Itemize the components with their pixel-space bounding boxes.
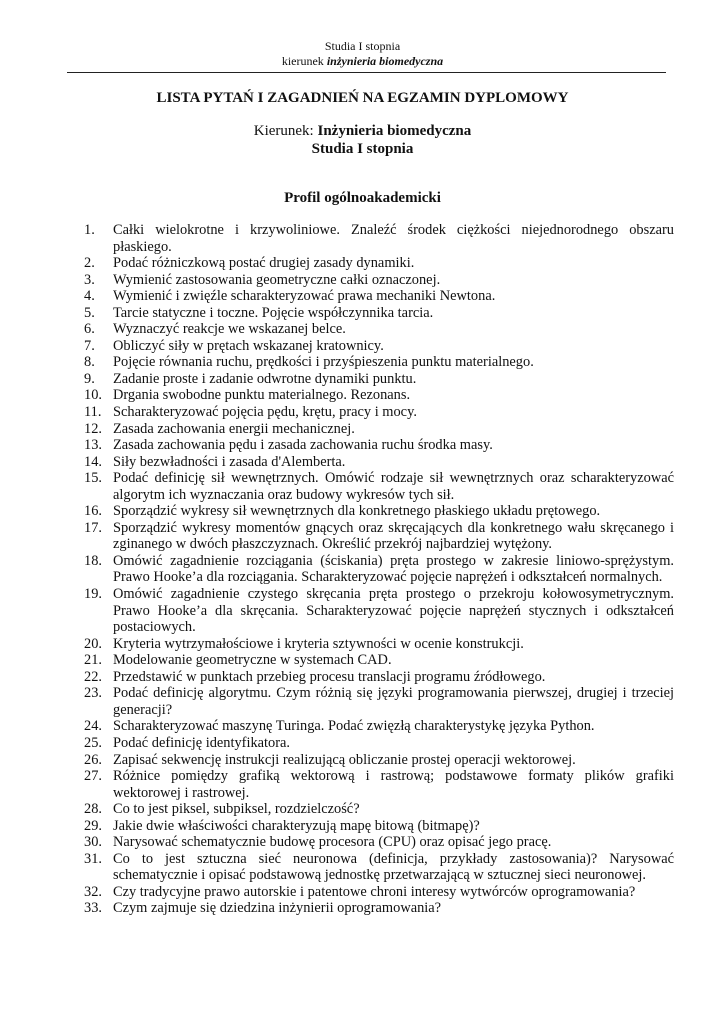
question-item: [84, 255, 674, 272]
question-number: 2.: [84, 255, 95, 272]
document-title: LISTA PYTAŃ I ZAGADNIEŃ NA EGZAMIN DYPLOMOWY: [156, 90, 569, 106]
question-text: Obliczyć siły w prętach wskazanej kratownicy.: [113, 337, 384, 354]
question-text: Scharakteryzować maszynę Turinga. Podać zwięzłą charakterystykę języka Python.: [113, 718, 595, 735]
question-text: Kryteria wytrzymałościowe i kryteria sztywności w ocenie konstrukcji.: [113, 635, 524, 652]
question-list: [84, 222, 674, 917]
question-number: 25.: [84, 734, 102, 751]
question-text: Modelowanie geometryczne w systemach CAD.: [113, 652, 392, 669]
question-number: 15.: [84, 470, 102, 487]
question-number: 18.: [84, 552, 102, 569]
question-item: [84, 338, 674, 355]
question-item: [84, 288, 674, 305]
question-item: [84, 272, 674, 289]
question-item: [84, 768, 674, 801]
question-number: 19.: [84, 586, 102, 603]
question-item: [84, 884, 674, 901]
question-number: 26.: [84, 751, 102, 768]
question-number: 24.: [84, 718, 102, 735]
question-number: 13.: [84, 437, 102, 454]
study-profile: Profil ogólnoakademicki: [284, 190, 441, 206]
header-field-name: inżynieria biomedyczna: [326, 54, 444, 68]
question-number: 21.: [84, 652, 102, 669]
question-number: 20.: [84, 635, 102, 652]
question-text: Podać definicję algorytmu. Czym różnią się języki programowania pierwszej, drugiej i trzeciej generacji?: [113, 685, 674, 718]
question-number: 10.: [84, 387, 102, 404]
question-number: 7.: [84, 337, 95, 354]
question-number: 1.: [84, 222, 95, 238]
question-text: Jakie dwie właściwości charakteryzują mapę bitową (bitmapę)?: [113, 817, 480, 834]
question-item: [84, 421, 674, 438]
question-text: Co to jest sztuczna sieć neuronowa (definicja, przykłady zastosowania)? Narysować schematycznie i opisać podstawową jednostkę przetwarzającą w sztucznej sieci neuronowej.: [113, 850, 674, 884]
question-number: 11.: [84, 404, 102, 421]
field-of-study: [60, 122, 665, 140]
question-item: [84, 801, 674, 818]
question-text: Zasada zachowania energii mechanicznej.: [113, 420, 355, 437]
question-item: [84, 900, 674, 917]
question-text: Zapisać sekwencję instrukcji realizującą obliczanie prostej operacji wektorowej.: [113, 751, 576, 768]
question-item: [84, 553, 674, 586]
question-number: 12.: [84, 420, 102, 437]
question-number: 6.: [84, 321, 95, 338]
header-divider: [67, 72, 666, 73]
question-item: [84, 503, 674, 520]
question-text: Co to jest piksel, subpiksel, rozdzielczość?: [113, 801, 360, 818]
question-number: 31.: [84, 850, 102, 867]
question-number: 23.: [84, 685, 102, 702]
question-item: [84, 470, 674, 503]
question-number: 4.: [84, 288, 95, 305]
question-item: [84, 321, 674, 338]
question-number: 29.: [84, 817, 102, 834]
question-text: Podać definicję identyfikatora.: [113, 734, 291, 751]
question-text: Czym zajmuje się dziedzina inżynierii oprogramowania?: [113, 900, 442, 917]
question-item: [84, 652, 674, 669]
question-item: [84, 669, 674, 686]
question-text: Sporządzić wykresy momentów gnących oraz skręcających dla konkretnego wału skręcanego i zginanego w dwóch płaszczyznach. Określić przekrój najbardziej wytężony.: [113, 519, 674, 553]
question-item: [84, 735, 674, 752]
question-text: Drgania swobodne punktu materialnego. Rezonans.: [113, 387, 411, 404]
question-item: [84, 685, 674, 718]
question-item: [84, 586, 674, 636]
question-number: 16.: [84, 503, 102, 520]
question-item: [84, 520, 674, 553]
question-text: Sporządzić wykresy sił wewnętrznych dla konkretnego płaskiego układu prętowego.: [113, 503, 601, 520]
study-level: Studia I stopnia: [311, 141, 414, 157]
question-item: [84, 454, 674, 471]
question-item: [84, 437, 674, 454]
question-item: [84, 305, 674, 322]
question-text: Zadanie proste i zadanie odwrotne dynamiki punktu.: [113, 370, 417, 387]
question-number: 28.: [84, 801, 102, 818]
question-item: [84, 834, 674, 851]
question-text: Zasada zachowania pędu i zasada zachowania ruchu środka masy.: [113, 437, 493, 454]
field-of-study-label: Kierunek:: [253, 123, 318, 139]
header-line-field: [60, 54, 665, 69]
question-text: Czy tradycyjne prawo autorskie i patentowe chroni interesy wytwórców oprogramowania?: [113, 883, 636, 900]
question-item: [84, 354, 674, 371]
question-text: Pojęcie równania ruchu, prędkości i przyśpieszenia punktu materialnego.: [113, 354, 534, 371]
question-number: 9.: [84, 370, 95, 387]
question-number: 32.: [84, 883, 102, 900]
running-header: [60, 39, 665, 69]
question-item: [84, 718, 674, 735]
header-field-prefix: kierunek: [281, 54, 327, 68]
question-text: Scharakteryzować pojęcia pędu, krętu, pracy i mocy.: [113, 404, 417, 421]
question-number: 5.: [84, 304, 95, 321]
question-text: Siły bezwładności i zasada d'Alemberta.: [113, 453, 346, 470]
question-text: Całki wielokrotne i krzywoliniowe. Znaleźć środek ciężkości niejednorodnego obszaru płaskiego.: [113, 222, 674, 255]
question-number: 30.: [84, 834, 102, 851]
question-item: [84, 851, 674, 884]
question-item: [84, 636, 674, 653]
question-item: [84, 387, 674, 404]
question-text: Wymienić i zwięźle scharakteryzować prawa mechaniki Newtona.: [113, 288, 496, 305]
question-item: [84, 222, 674, 255]
question-number: 22.: [84, 668, 102, 685]
question-text: Podać różniczkową postać drugiej zasady dynamiki.: [113, 255, 415, 272]
header-line-level: Studia I stopnia: [324, 39, 401, 53]
question-text: Omówić zagadnienie czystego skręcania pręta prostego o przekroju kołowosymetrycznym. Prawo Hooke’a dla skręcania. Scharakteryzować pojęcie naprężeń stycznych i odkształceń postaciowych.: [113, 586, 674, 636]
question-text: Wyznaczyć reakcje we wskazanej belce.: [113, 321, 346, 338]
question-text: Podać definicję sił wewnętrznych. Omówić rodzaje sił wewnętrznych oraz scharakteryzować algorytm ich wyznaczania oraz budowy wykresów tych sił.: [113, 470, 674, 503]
question-text: Przedstawić w punktach przebieg procesu translacji programu źródłowego.: [113, 668, 546, 685]
question-item: [84, 371, 674, 388]
question-text: Omówić zagadnienie rozciągania (ściskania) pręta prostego w zakresie liniowo-sprężystym. Prawo Hooke’a dla rozciągania. Scharakteryzować pojęcie naprężeń i odkształceń normalnych.: [113, 552, 674, 586]
question-number: 8.: [84, 354, 95, 371]
question-text: Wymienić zastosowania geometryczne całki oznaczonej.: [113, 271, 441, 288]
question-number: 17.: [84, 519, 102, 536]
question-number: 3.: [84, 271, 95, 288]
question-item: [84, 818, 674, 835]
question-number: 14.: [84, 453, 102, 470]
question-number: 27.: [84, 768, 102, 785]
question-text: Różnice pomiędzy grafiką wektorową i rastrową; podstawowe formaty plików grafiki wektorowej i rastrowej.: [113, 768, 674, 801]
question-item: [84, 404, 674, 421]
question-item: [84, 752, 674, 769]
question-number: 33.: [84, 900, 102, 917]
question-text: Narysować schematycznie budowę procesora (CPU) oraz opisać jego pracę.: [113, 834, 552, 851]
question-text: Tarcie statyczne i toczne. Pojęcie współczynnika tarcia.: [113, 304, 434, 321]
field-of-study-value: Inżynieria biomedyczna: [317, 123, 472, 139]
